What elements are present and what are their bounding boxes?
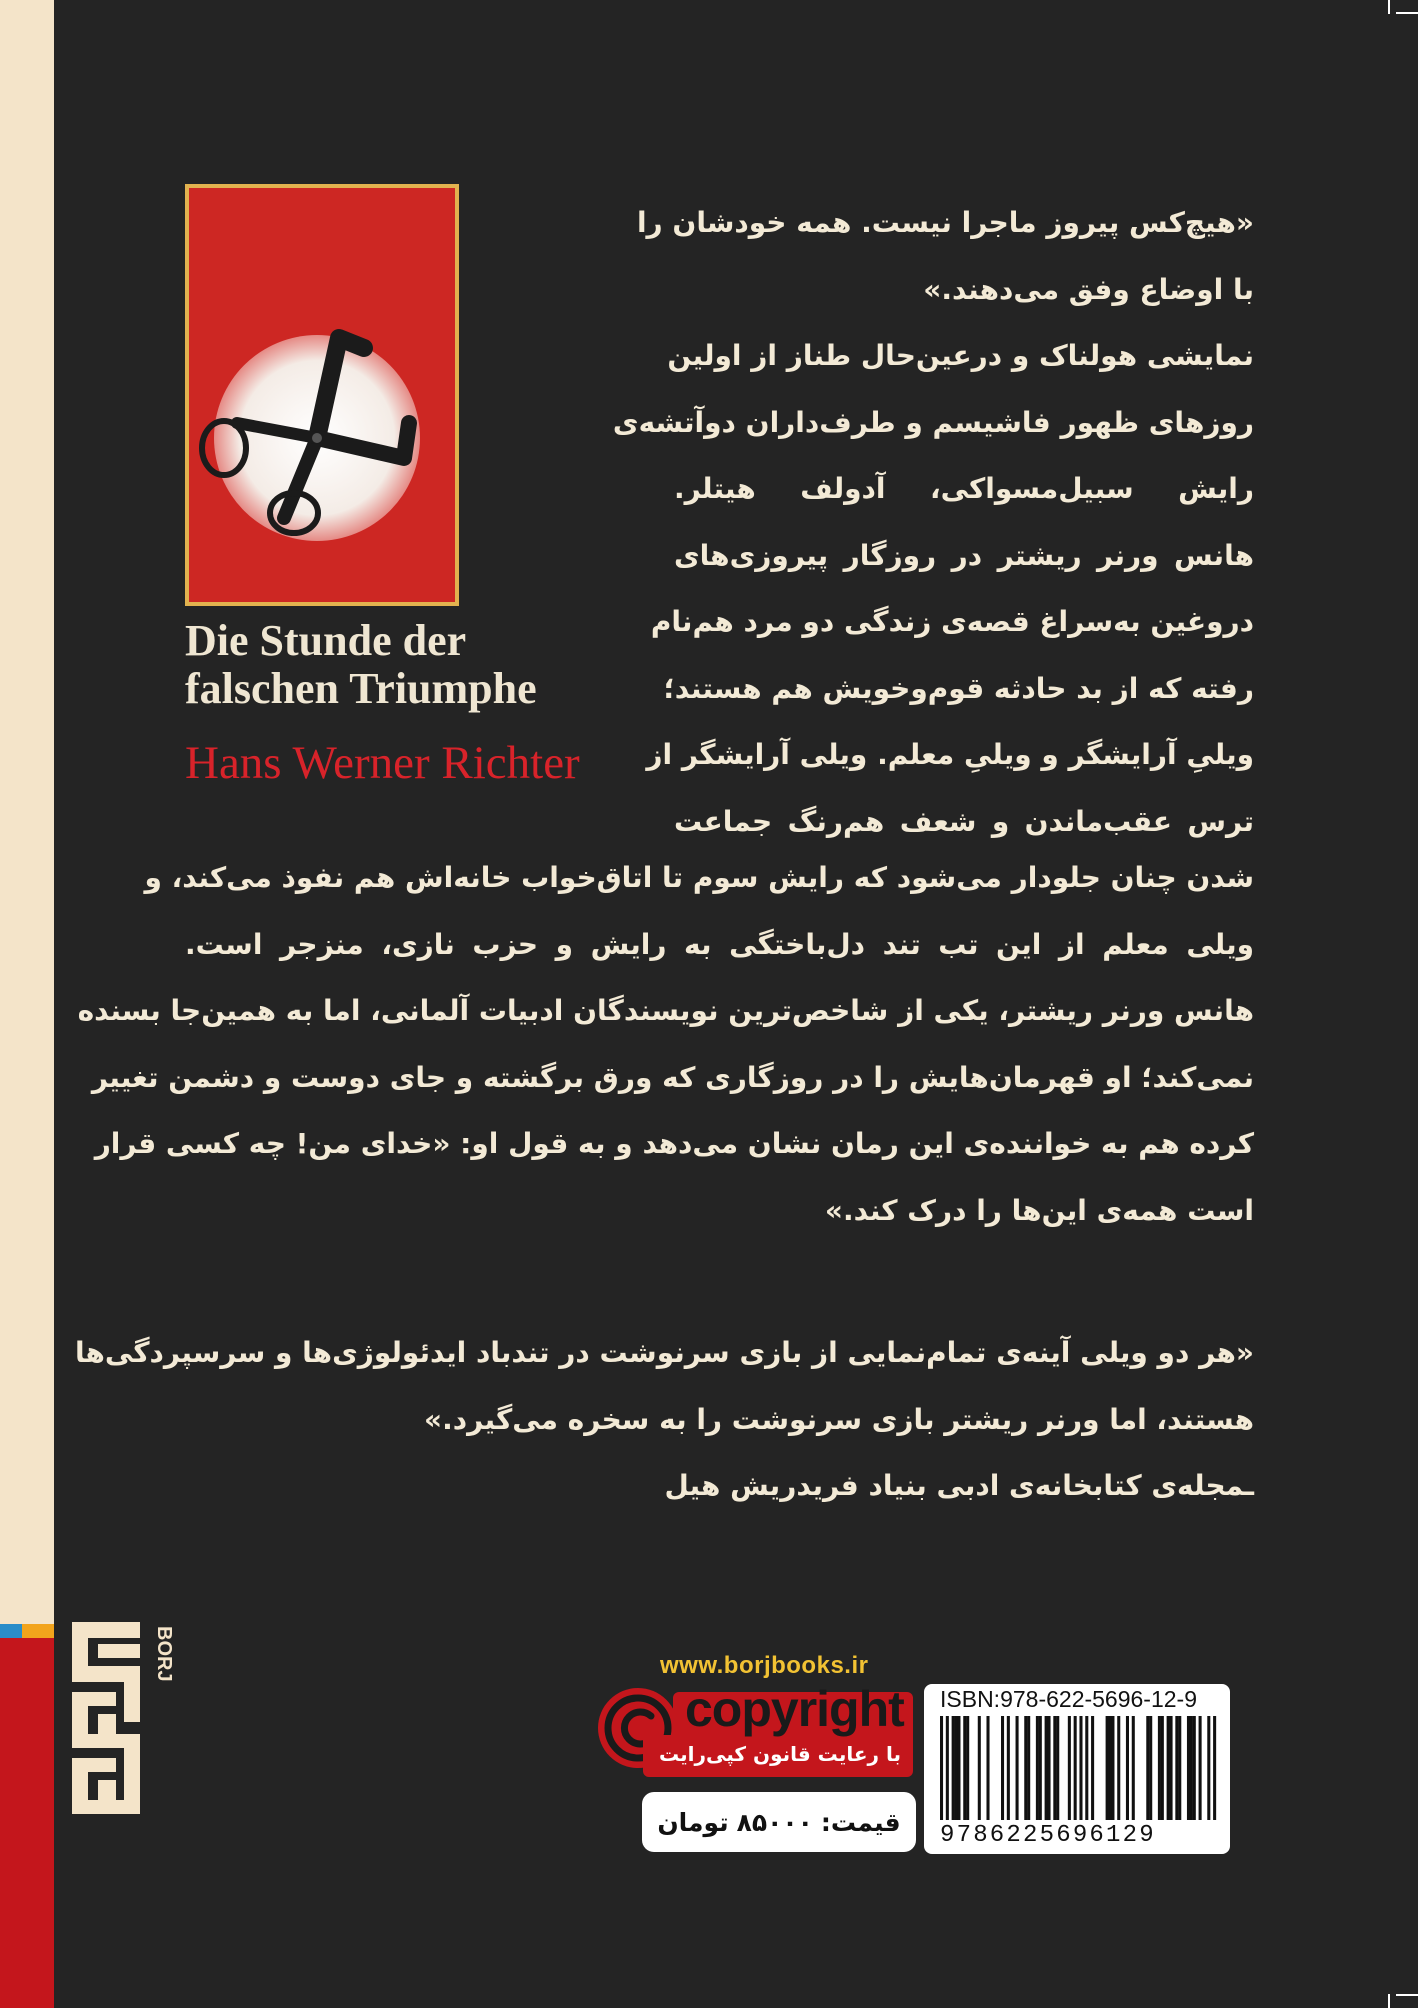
barcode-digits: 9786225696129 (940, 1822, 1156, 1849)
review-quote (75, 1320, 1254, 1520)
blurb-top-block (612, 190, 1254, 855)
barcode-bar (1024, 1716, 1027, 1820)
barcode-bar (1053, 1716, 1056, 1820)
copyright-note: با رعایت قانون کپی‌رایت (658, 1742, 902, 1766)
price-currency: تومان (657, 1807, 729, 1837)
barcode-bar (1132, 1716, 1135, 1820)
barcode-bar (1190, 1716, 1193, 1820)
quote-source: ـمجله‌ی کتابخانه‌ی ادبی بنیاد فریدریش هیل (664, 1469, 1254, 1502)
blurb-line: روزهای ظهور فاشیسم و طرف‌داران دوآتشه‌ی (612, 405, 1254, 439)
barcode-bar (1109, 1716, 1112, 1820)
publisher-logo-text: BORJ (153, 1626, 175, 1682)
crop-mark (1388, 0, 1390, 14)
barcode-bar (1178, 1716, 1181, 1820)
spine-yellow-band (22, 1624, 54, 1638)
barcode-bar (1085, 1716, 1088, 1820)
copyright-word: copyright (685, 1681, 904, 1737)
crop-mark (1396, 1994, 1418, 1996)
blurb-line: هانس ورنر ریشتر در روزگار پیروزی‌های (674, 538, 1254, 572)
barcode-bar (1161, 1716, 1164, 1820)
price-label: قیمت: (820, 1807, 901, 1837)
barcode-bar (1068, 1716, 1071, 1820)
quote-line: هستند، اما ورنر ریشتر بازی سرنوشت را به سخره می‌گیرد.» (424, 1402, 1254, 1436)
barcode-bar (1158, 1716, 1161, 1820)
barcode-bar (1047, 1716, 1050, 1820)
barcode-bar (1039, 1716, 1042, 1820)
barcode-bar (1126, 1716, 1129, 1820)
blurb-line: رایش سبیل‌مسواکی، آدولف هیتلر. (674, 472, 1254, 505)
blurb-line: ویلی معلم از این تب تند دل‌باختگی به رایش و حزب نازی، منزجر است. (185, 927, 1254, 961)
barcode-bar (1007, 1716, 1010, 1820)
barcode-bar (1079, 1716, 1082, 1820)
barcode-bar (952, 1716, 955, 1820)
blurb-line: رفته که از بد حادثه قوم‌وخویش هم هستند؛ (663, 671, 1254, 705)
barcode-bar (1175, 1716, 1178, 1820)
spine-red-band (0, 1638, 54, 2008)
blurb-main-block (77, 845, 1254, 1244)
barcode-bar (1187, 1716, 1190, 1820)
barcode-bar (1074, 1716, 1077, 1820)
barcode-bar (1170, 1716, 1173, 1820)
publisher-logo (72, 1622, 175, 1816)
original-author: Hans Werner Richter (185, 737, 580, 789)
blurb-line: «هیچ‌کس پیروز ماجرا نیست. همه خودشان را (636, 206, 1254, 239)
barcode-bar (1146, 1716, 1149, 1820)
barcode-bar (1027, 1716, 1030, 1820)
price-amount: ۸۵۰۰۰ (736, 1807, 813, 1837)
blurb-line: هانس ورنر ریشتر، یکی از شاخص‌ترین نویسندگان ادبیات آلمانی، اما به همین‌جا بسنده (77, 994, 1254, 1027)
blurb-line: است همه‌ی این‌ها را درک کند.» (824, 1193, 1254, 1227)
blurb-line: نمی‌کند؛ او قهرمان‌هایش را در روزگاری که ورق برگشته و جای دوست و دشمن تغییر (91, 1060, 1254, 1094)
barcode-bar (1207, 1716, 1210, 1820)
barcode-bar (940, 1716, 943, 1820)
blurb-line: نمایشی هولناک و درعین‌حال طناز از اولین (667, 339, 1254, 372)
barcode-bar (1193, 1716, 1196, 1820)
barcode-bar (955, 1716, 958, 1820)
crop-mark (1388, 1994, 1390, 2008)
isbn-label: ISBN:978-622-5696-12-9 (940, 1686, 1197, 1712)
barcode-bar (1111, 1716, 1114, 1820)
barcode-bar (1167, 1716, 1170, 1820)
barcode-bar (1001, 1716, 1004, 1820)
original-title (185, 617, 635, 713)
barcode-bar (1106, 1716, 1109, 1820)
publisher-website[interactable]: www.borjbooks.ir (660, 1652, 869, 1679)
blurb-line: کرده هم به خواننده‌ی این رمان نشان می‌دهد و به قول او: «خدای من! چه کسی قرار (94, 1127, 1254, 1160)
barcode-bar (1045, 1716, 1048, 1820)
barcode-bar (1091, 1716, 1094, 1820)
barcode-bar (1117, 1716, 1120, 1820)
barcode-bar (946, 1716, 949, 1820)
price-box (642, 1792, 916, 1852)
barcode-bar (966, 1716, 969, 1820)
quote-line: «هر دو ویلی آینه‌ی تمام‌نمایی از بازی سرنوشت در تندباد ایدئولوژی‌ها و سرسپردگی‌ها (75, 1336, 1254, 1369)
barcode-bar (957, 1716, 960, 1820)
barcode-bar (1199, 1716, 1202, 1820)
barcode-bar (1036, 1716, 1039, 1820)
original-title-line: Die Stunde der (185, 616, 467, 665)
barcode-bar (963, 1716, 966, 1820)
scissors-swastika-illustration (189, 188, 455, 602)
blurb-line: شدن چنان جلودار می‌شود که رایش سوم تا اتاق‌خواب خانه‌اش هم نفوذ می‌کند، و (144, 861, 1254, 894)
barcode-bar (1016, 1716, 1019, 1820)
barcode-bar (1056, 1716, 1059, 1820)
blurb-line: ویلیِ آرایشگر و ویلیِ معلم. ویلی آرایشگر از (646, 738, 1254, 771)
blurb-line: دروغین به‌سراغ قصه‌ی زندگی دو مرد هم‌نام (650, 605, 1254, 638)
crop-mark (1396, 12, 1418, 14)
blurb-line: ترس عقب‌ماندن و شعف هم‌رنگ جماعت (674, 804, 1254, 838)
cover-thumbnail (185, 184, 459, 606)
original-title-line: falschen Triumphe (185, 664, 537, 713)
barcode-bar (1213, 1716, 1216, 1820)
barcode-bar (978, 1716, 981, 1820)
barcode (940, 1716, 1216, 1820)
blurb-line: با اوضاع وفق می‌دهند.» (923, 272, 1254, 306)
barcode-bar (986, 1716, 989, 1820)
barcode-bar (1149, 1716, 1152, 1820)
